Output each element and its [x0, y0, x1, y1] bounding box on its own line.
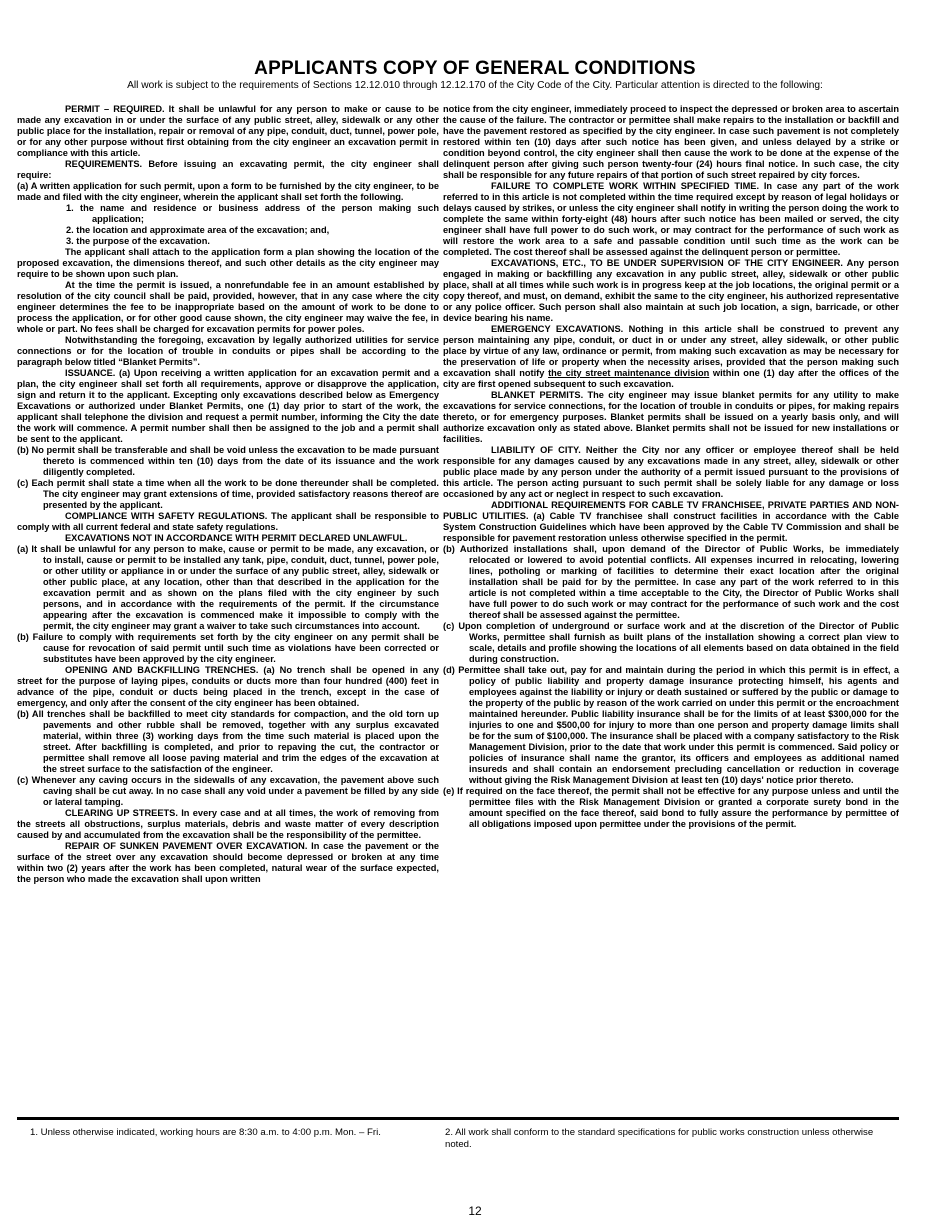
paragraph-emergency: [443, 324, 899, 390]
paragraph-unlawful-a: (a) It shall be unlawful for any person to make, cause or permit to be made, any excavation, or to install, cause or permit to be installed any tank, pipe, conduit, duct, tunnel, power pole, or other utility or appliance in or under the surface of any public street, alley, sidewalk or other public place, at any location, other than that described in the application for the excavation permit and as shown on the plans filed with the city engineer by such persons, and in accordance with the requirements of the permit. If the circumstance appearing after the excavation is commenced make it impossible to comply with the permit, the city engineer may grant a waiver to take such circumstances into account.: [17, 544, 439, 631]
paragraph-requirement-a: (a) A written application for such permit, upon a form to be furnished by the city engineer, to be made and filed with the city engineer, wherein the applicant shall set forth the following.: [17, 181, 439, 202]
paragraph-supervision: EXCAVATIONS, ETC., TO BE UNDER SUPERVISION OF THE CITY ENGINEER. Any person engaged in making or backfilling any excavation in any public street, alley, sidewalk or other public place, shall at all times while such work is in progress keep at the job locations, the original permit or a copy thereof, and must, on demand, exhibit the same to the city engineer, his authorized representative or any police officer. Such person shall also maintain at such job location, a sign, barricade, or other device bearing his name.: [443, 258, 899, 323]
paragraph-liability: LIABILITY OF CITY. Neither the City nor any officer or employee thereof shall be held responsible for any damages caused by any excavations made in any street, alley, sidewalk or other public place made by any person under the authority of a permit issued pursuant to the provisions of this article. The person acting pursuant to such permit shall be solely liable for any damage or loss occasioned by any act or neglect in respect to such excavation.: [443, 445, 899, 499]
list-item-3: 3. the purpose of the excavation.: [66, 236, 210, 246]
left-column: [17, 104, 439, 885]
emergency-text-end: within one (1) day after the offices of the city are first opened subsequent to such excavation.: [443, 368, 899, 389]
paragraph-clearing: CLEARING UP STREETS. In every case and at all times, the work of removing from the streets all obstructions, surplus materials, debris and waste matter of every description caused by and accumulated from the excavation shall be the responsibility of the permittee.: [17, 808, 439, 840]
paragraph-cable-tv: ADDITIONAL REQUIREMENTS FOR CABLE TV FRANCHISEE, PRIVATE PARTIES AND NON-PUBLIC UTILITIES. (a) Cable TV franchisee shall construct facilities in accordance with the Cable System Construction Guidelines which have been approved by the Cable TV Commission and shall be responsible for pavement restoration unless otherwise specified in the permit.: [443, 500, 899, 543]
paragraph-cable-d: (d) Permittee shall take out, pay for and maintain during the period in which this permit is in effect, a policy of public liability and property damage insurance protecting himself, his agents and employees against the liability or injury or death sustained or suffered by the public or damage to the property of the public by reason of the work carried on under this permit or the encroachment maintained hereunder. Public liability insurance shall be for the limits of at least $300,000 for the injuries to one and $500,00 for injury to more than one person and property damage limits shall be for the sum of $100,000. The insurance shall be placed with a company satisfactory to the Risk Management Division, prior to the date that work under this permit is commenced. Said policy or policies of insurance shall name the grantor, its officers and employees as additional named insureds and shall contain an endorsement precluding cancellation or reduction in coverage without giving the Risk Management Division at least ten (10) days' notice prior thereto.: [443, 665, 899, 785]
paragraph-failure: FAILURE TO COMPLETE WORK WITHIN SPECIFIED TIME. In case any part of the work referred to in this article is not completed within the time required except by reason of legal holidays or delays caused by strikes, or unless the city engineer shall notify in writing the person doing the work to complete the same within forty-eight (48) hours after such notice has been mailed or served, the city engineer shall have full power to do such work, or may contract for the performance of such work as will restore the work area to a safe and passable condition until such time as the work can be completed. The cost thereof shall be assessed against the delinquent person or permittee.: [443, 181, 899, 257]
paragraph-safety: COMPLIANCE WITH SAFETY REGULATIONS. The applicant shall be responsible to comply with all current federal and state safety regulations.: [17, 511, 439, 532]
paragraph-fee: At the time the permit is issued, a nonrefundable fee in an amount established by resolution of the city council shall be paid, provided, however, that in any case where the city engineer determines the fee to be inappropriate based on the amount of work to be done to process the application, or for other good cause shown, the city engineer may waive the fee, in whole or part. No fees shall be charged for excavation permits for power poles.: [17, 280, 439, 334]
paragraph-issuance: ISSUANCE. (a) Upon receiving a written application for an excavation permit and a plan, the city engineer shall set forth all requirements, approve or disapprove the application, sign and return it to the applicant. Excepting only excavations described below as Emergency Excavations or authorized under Blanket Permits, one (1) day prior to start of the work, the applicant shall telephone the division and request a permit number, informing the City the date the work will commence. A permit number shall then be assigned to the job and a permit shall be sent to the applicant.: [17, 368, 439, 444]
paragraph-notwithstanding: Notwithstanding the foregoing, excavation by legally authorized utilities for service connections or for the location of trouble in conduits or pipes shall be according to the paragraph below titled “Blanket Permits”.: [17, 335, 439, 367]
paragraph-trenches-b: (b) All trenches shall be backfilled to meet city standards for compaction, and the old torn up pavements and other rubble shall be removed, together with any surplus excavated material, within three (3) working days from the time such material is placed upon the street. After backfilling is completed, and prior to repaving the cut, the contractor or permittee shall remove all loose paving material and trim the edges of the excavation at the street surface to the satisfaction of the engineer.: [17, 709, 439, 774]
paragraph-cable-e: (e) If required on the face thereof, the permit shall not be effective for any purpose unless and until the permittee files with the Risk Management Division or granted a corporate surety bond in the amount specified on the face thereof, said bond to fully assure the performance by permittee of all obligations imposed upon permittee under the provisions of the permit.: [443, 786, 899, 829]
list-item-2: 2. the location and approximate area of the excavation; and,: [66, 225, 330, 235]
paragraph-permit-required: PERMIT – REQUIRED. It shall be unlawful for any person to make or cause to be made any excavation in or under the surface of any public street, alley, sidewalk or any other public place for the installation, repair or removal of any pipe, conduit, duct, tunnel, power pole, or for any other purpose without first obtaining from the city engineer an excavation permit in compliance with this article.: [17, 104, 439, 158]
paragraph-cable-b: (b) Authorized installations shall, upon demand of the Director of Public Works, be immediately relocated or lowered to avoid potential conflicts. All expenses incurred in relocating, lowering lines, potholing or marking of facilities to determine their exact location after the original installation shall be paid for by the permittee. In case any part of the work referred to in this article is not completed within a time acceptable to the City, the Director of Public Works shall have full power to do such work or may contract for the performance of such work and the cost thereof shall be assessed against the permittee.: [443, 544, 899, 620]
document-subtitle: All work is subject to the requirements of Sections 12.12.010 through 12.12.170 of the City Code of the City. Particular attention is directed to the following:: [127, 80, 823, 91]
document-title: APPLICANTS COPY OF GENERAL CONDITIONS: [254, 58, 696, 79]
footnote-2: 2. All work shall conform to the standard specifications for public works construction unless otherwise noted.: [445, 1127, 874, 1150]
paragraph-issuance-b: (b) No permit shall be transferable and shall be void unless the excavation to be made pursuant thereto is commenced within ten (10) days from the date of its issuance and the work diligently completed.: [17, 445, 439, 477]
footnote-divider: [17, 1117, 899, 1120]
paragraph-unlawful-b: (b) Failure to comply with requirements set forth by the city engineer on any permit shall be cause for revocation of said permit until such time as violations have been corrected or substitutes have been approved by the city engineer.: [17, 632, 439, 664]
paragraph-cable-c: (c) Upon completion of underground or surface work and at the discretion of the Director of Public Works, permittee shall furnish as built plans of the installation showing a correct plan view to scale, details and profile showing the locations of all elements based on data obtained in the field during construction.: [443, 621, 899, 664]
paragraph-trenches-c: (c) Whenever any caving occurs in the sidewalls of any excavation, the pavement above such caving shall be cut away. In no case shall any void under a pavement be filled by any side or lateral tamping.: [17, 775, 439, 807]
paragraph-unlawful-heading: EXCAVATIONS NOT IN ACCORDANCE WITH PERMIT DECLARED UNLAWFUL.: [65, 533, 408, 543]
right-column: [443, 104, 899, 830]
list-item-1: 1. the name and residence or business address of the person making such application;: [66, 203, 439, 224]
emergency-text: EMERGENCY EXCAVATIONS. Nothing in this article shall be construed to prevent any person maintaining any pipe, conduit, or duct in or under any street, alley sidewalk, or other public place by virtue of any law, ordinance or permit, from making such excavation as may be necessary for the preservation of life or property when the necessity arises, provided that the person making such excavation shall notify: [443, 324, 899, 378]
paragraph-repair: REPAIR OF SUNKEN PAVEMENT OVER EXCAVATION. In case the pavement or the surface of the street over any excavation should become depressed or broken at any time within two (2) years after the work has been completed, natural wear of the surface expected, the person who made the excavation shall upon written: [17, 841, 439, 884]
paragraph-requirements: REQUIREMENTS. Before issuing an excavating permit, the city engineer shall require:: [17, 159, 439, 180]
paragraph-blanket: BLANKET PERMITS. The city engineer may issue blanket permits for any utility to make excavations for service connections, for the location of trouble in conduits or pipes, for making repairs thereto, or for emergency purposes. Blanket permits shall be issued on a yearly basis only, and will authorize excavation only as stated above. Blanket permits shall not be issued for new installations or facilities.: [443, 390, 899, 444]
footnote-1: 1. Unless otherwise indicated, working hours are 8:30 a.m. to 4:00 p.m. Mon. – Fri.: [30, 1127, 381, 1138]
paragraph-trenches: OPENING AND BACKFILLING TRENCHES. (a) No trench shall be opened in any street for the purpose of laying pipes, conduits or ducts more than four hundred (400) feet in advance of the pipe, conduit or ducts being placed in the trench, except in the case of emergency, and only after the consent of the city engineer has been obtained.: [17, 665, 439, 708]
paragraph-repair-continued: notice from the city engineer, immediately proceed to inspect the depressed or broken area to ascertain the cause of the failure. The contractor or permittee shall make repairs to the installation or backfill and have the pavement restored as specified by the city engineer. In case such pavement is not completely restored within ten (10) days after such notice has been given, and unless delayed by a strike or condition beyond control, the city engineer shall then cause the work to be done at the expense of the delinquent person after giving such person twenty-four (24) hours final notice. In such case, the city shall be responsible for any future repairs of that portion of such street repaired by city forces.: [443, 104, 899, 180]
underlined-division: the city street maintenance division: [548, 368, 710, 378]
paragraph-plan: The applicant shall attach to the application form a plan showing the location of the proposed excavation, the dimensions thereof, and such other details as the city engineer may require to be shown upon such plan.: [17, 247, 439, 279]
paragraph-issuance-c: (c) Each permit shall state a time when all the work to be done thereunder shall be completed. The city engineer may grant extensions of time, provided satisfactory reasons thereof are presented by the applicant.: [17, 478, 439, 510]
page-number: 12: [468, 1204, 482, 1218]
